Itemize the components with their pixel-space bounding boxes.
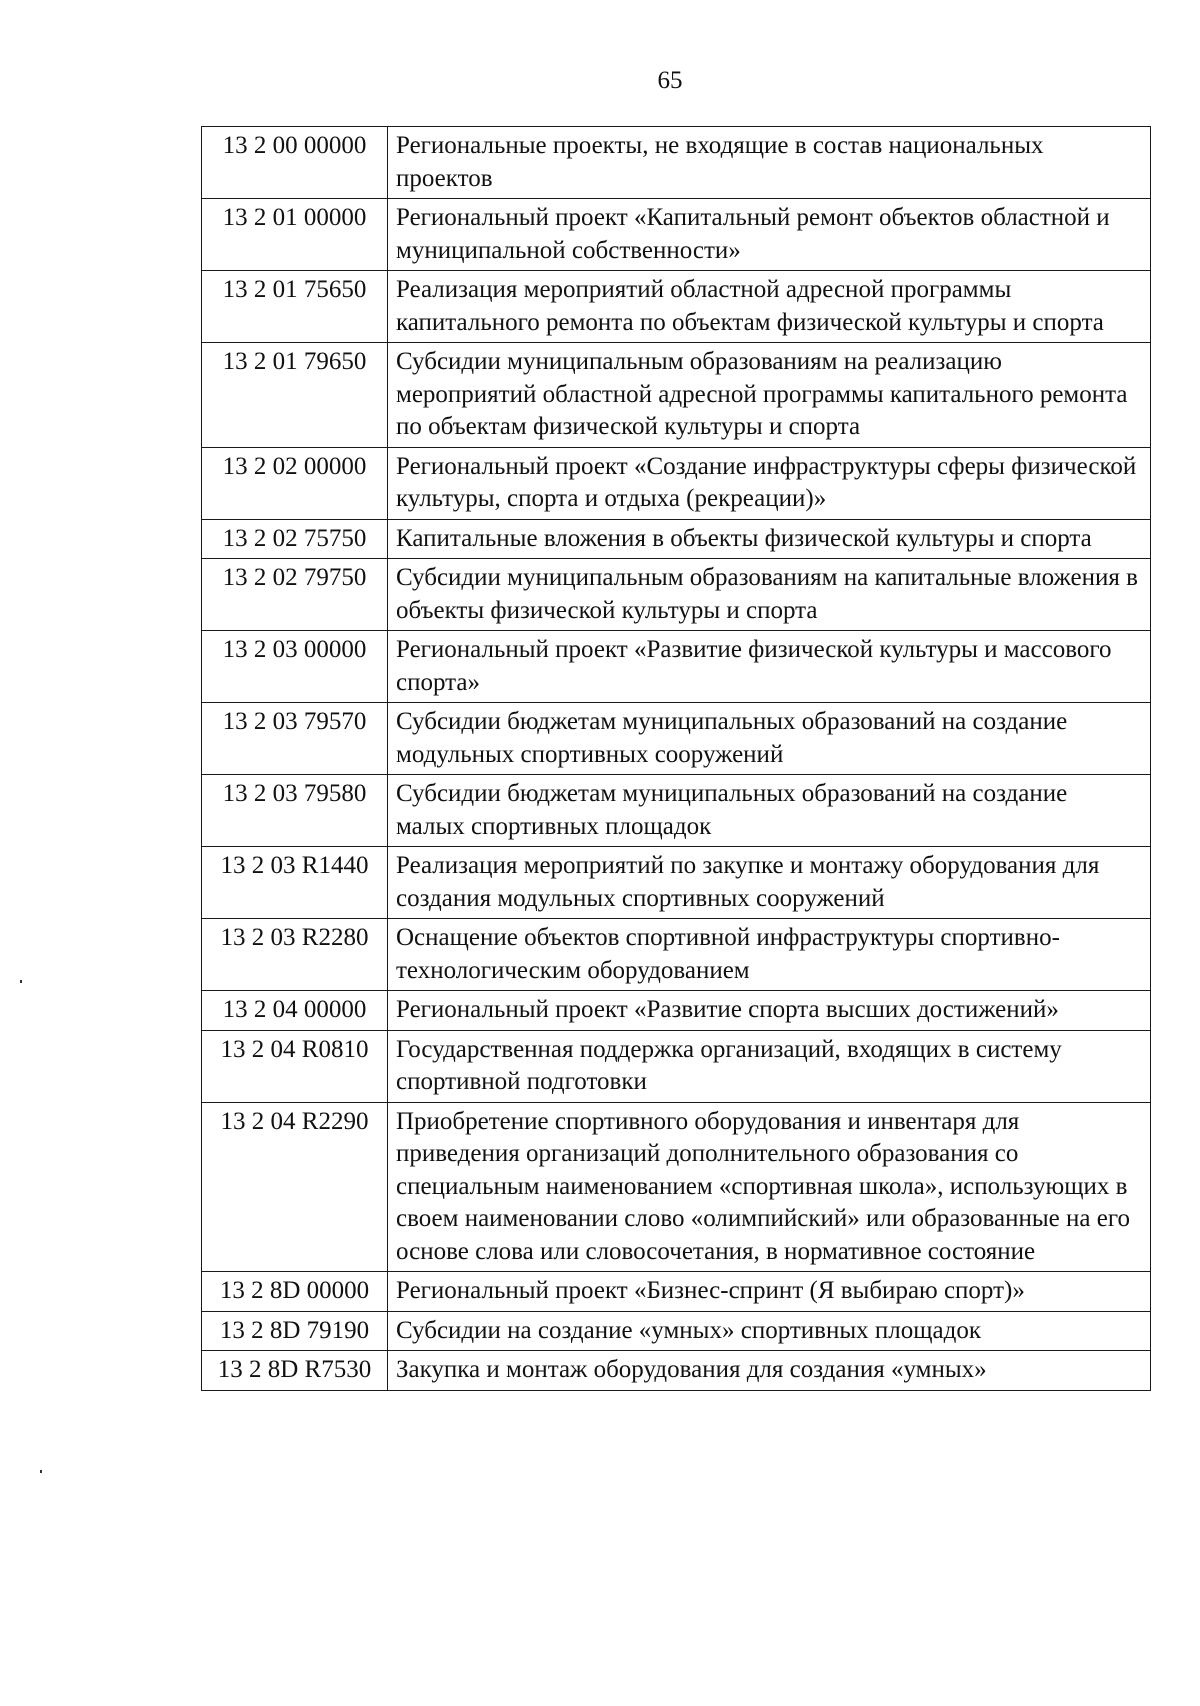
table-row [202,519,1151,559]
table-row [202,199,1151,271]
row-code: 13 2 04 00000 [202,991,388,1031]
row-code: 13 2 04 R2290 [202,1102,388,1272]
row-description: Субсидии муниципальным образованиям на капитальные вложения в объекты физической культуры и спорта [388,559,1151,631]
row-description: Региональный проект «Развитие физической культуры и массового спорта» [388,631,1151,703]
row-code: 13 2 03 79580 [202,775,388,847]
table-row [202,847,1151,919]
table-row [202,559,1151,631]
table-row [202,703,1151,775]
row-code: 13 2 04 R0810 [202,1030,388,1102]
row-description: Субсидии бюджетам муниципальных образований на создание модульных спортивных сооружений [388,703,1151,775]
row-code: 13 2 01 79650 [202,343,388,448]
row-code: 13 2 03 79570 [202,703,388,775]
scan-speck [20,980,22,983]
table-row [202,1272,1151,1312]
row-code: 13 2 03 00000 [202,631,388,703]
table-row [202,1030,1151,1102]
row-description: Государственная поддержка организаций, входящих в систему спортивной подготовки [388,1030,1151,1102]
table-row [202,631,1151,703]
table-row [202,1351,1151,1391]
table-row [202,1102,1151,1272]
table-row [202,1311,1151,1351]
row-description: Субсидии муниципальным образованиям на реализацию мероприятий областной адресной программы капитального ремонта по объектам физической культуры и спорта [388,343,1151,448]
budget-classification-table [201,126,1151,1391]
row-code: 13 2 02 75750 [202,519,388,559]
row-description: Закупка и монтаж оборудования для создания «умных» [388,1351,1151,1391]
scan-speck [40,1470,42,1473]
row-description: Региональные проекты, не входящие в состав национальных проектов [388,127,1151,199]
row-code: 13 2 8D R7530 [202,1351,388,1391]
row-description: Реализация мероприятий областной адресной программы капитального ремонта по объектам физической культуры и спорта [388,271,1151,343]
table-row [202,919,1151,991]
table-row [202,447,1151,519]
row-code: 13 2 00 00000 [202,127,388,199]
row-code: 13 2 03 R1440 [202,847,388,919]
row-description: Региональный проект «Создание инфраструктуры сферы физической культуры, спорта и отдыха (рекреации)» [388,447,1151,519]
table-row [202,775,1151,847]
page-number: 65 [657,67,683,94]
table-row [202,991,1151,1031]
table-body [202,127,1151,1391]
row-description: Реализация мероприятий по закупке и монтажу оборудования для создания модульных спортивных сооружений [388,847,1151,919]
table-row [202,343,1151,448]
row-description: Региональный проект «Бизнес-спринт (Я выбираю спорт)» [388,1272,1151,1312]
table-row [202,127,1151,199]
table-row [202,271,1151,343]
row-description: Региональный проект «Капитальный ремонт объектов областной и муниципальной собственности» [388,199,1151,271]
row-description: Оснащение объектов спортивной инфраструктуры спортивно-технологическим оборудованием [388,919,1151,991]
row-code: 13 2 01 75650 [202,271,388,343]
row-code: 13 2 8D 00000 [202,1272,388,1312]
row-description: Приобретение спортивного оборудования и инвентаря для приведения организаций дополнительного образования со специальным наименованием «спортивная школа», использующих в своем наименовании слово «олимпийский» или образованные на его основе слова или словосочетания, в нормативное состояние [388,1102,1151,1272]
row-description: Региональный проект «Развитие спорта высших достижений» [388,991,1151,1031]
row-code: 13 2 02 00000 [202,447,388,519]
row-code: 13 2 01 00000 [202,199,388,271]
row-code: 13 2 03 R2280 [202,919,388,991]
row-code: 13 2 8D 79190 [202,1311,388,1351]
row-code: 13 2 02 79750 [202,559,388,631]
row-description: Субсидии бюджетам муниципальных образований на создание малых спортивных площадок [388,775,1151,847]
row-description: Субсидии на создание «умных» спортивных площадок [388,1311,1151,1351]
row-description: Капитальные вложения в объекты физической культуры и спорта [388,519,1151,559]
